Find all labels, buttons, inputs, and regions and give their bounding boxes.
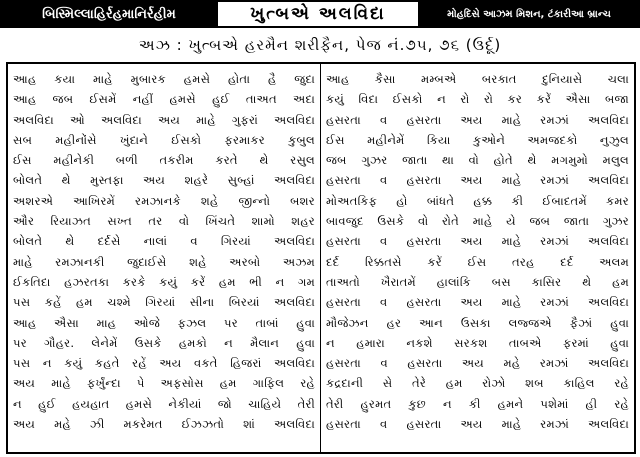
poem-line: કયું વિદા ઈસકો ન રો રો કર કરેં ઐસા બજા — [326, 92, 629, 107]
poem-line: હસરતા વ હસરતા અય માહે રમઝાં અલવિદા — [326, 234, 629, 249]
poem-column-right — [321, 64, 634, 452]
poem-line: હસરતા વ હસરતા અય મહે રમઝાં અલવિદા — [326, 356, 629, 371]
poem-line: તેરી હુરમત કુછ ન કી હમને પશેમાં હી રહે — [326, 396, 629, 411]
poem-line: ન હમારા નકશે સરકશ તાબએ ફરમાં હુવા — [326, 335, 629, 350]
poem-line: હસરતા વ હસરતા અય માહે રમઝાં અલવિદા — [326, 295, 629, 310]
poem-line: પસ કહેં હમ ચશ્મે ગિરયાં સીના બિરયાં અલવિદા — [13, 295, 315, 310]
page-title: ખુત્બએ અલવિદા — [218, 0, 418, 28]
poem-line: માહે રમઝાનકી જુદાઈસે શહે અરબો અઝમ — [13, 254, 315, 269]
poem-line: બાવજુદ ઉસકે વો રોતે માહે યે જબ જાતા ગુઝર — [326, 214, 629, 229]
poem-frame — [6, 62, 636, 454]
poem-line: અશરએ આખિરમેં રમઝાનકે શહે જીન્નો બશર — [13, 193, 315, 208]
poem-line: હસરતા વ હસરતા અય માહે રમઝાં અલવિદા — [326, 112, 629, 127]
poem-line: ઈસ મહીનેમેં કિયા કુઓને અમજદકો નુઝુલ — [326, 132, 629, 147]
poem-line: આહ કૈસા મમ્બએ બરકાત દુનિયાસે ચલા — [326, 72, 629, 86]
poem-line: મોઅતકિફ હો બાંધતે હક્ક કી ઈબાદતમેં કમર — [326, 193, 629, 208]
poem-line: તાઅતો ખૈરાતમેં હાલાંકિ બસ કાસિર થે હમ — [326, 274, 629, 289]
header-publisher: મોહદિસે આઝમ મિશન, ટંકારીઆ બ્રાન્ચ — [418, 0, 640, 28]
poem-line: મૌજેઝન હર આન ઉસકા લજ્જએ ફૈઝાં હુવા — [326, 315, 629, 330]
poem-line: આહ ઐસા માહ ઓજે ફઝલ પર તાબાં હુવા — [13, 315, 315, 330]
poem-line: ઔર રિયાઝત સખ્ત તર વો ખિંચતે શામો શહર — [13, 214, 315, 229]
poem-line: પસ ન કયું કહતે રહેં અય વકતે હિજરાં અલવિદા — [13, 356, 315, 371]
poem-line: અલવિદા ઓ અલવિદા અય માહે ગુફરાં અલવિદા — [13, 112, 315, 127]
poem-line: સબ મહીનોંસે ખુંદાને ઈસકો ફરમાકર કુબુલ — [13, 132, 315, 147]
poem-line: પર ગૌહર. લેનેમેં ઉસકે હમકો ન મૈલાન હુવા — [13, 335, 315, 350]
poem-line: અય મહે ઝી મકરેમત ઈઝઝતો શાં અલવિદા — [13, 417, 315, 432]
header-bar — [0, 0, 640, 28]
poem-line: ઈકતિદા હઝરતકા કરકે કયું કરેં હમ ભી ન ગમ — [13, 274, 315, 289]
poem-line: હસરતા વ હસરતા અય માહે રમઝાં અલવિદા — [326, 417, 629, 432]
poem-line: આહ જબ ઈસમેં નહીં હમસે હુઈ તાઅત અદા — [13, 92, 315, 107]
header-bismillah: બિસ્મિલ્લાહિર્રહમાનિર્રહીમ — [0, 0, 218, 28]
poem-line: અય માહે ફર્ખુંન્દા પે અફસોસ હમ ગાફિલ રહે — [13, 376, 315, 391]
poem-line: આહ કયા માહે મુબારક હમસે હોતા હૈ જુદા — [13, 72, 315, 86]
poem-line: દર્દ રિક્કતસે કરેં ઈસ તરહ દર્દ અલમ — [326, 254, 629, 269]
poem-line: જબ ગુઝર જાતા થા વો હોતે થે મગમુમો મલુલ — [326, 153, 629, 168]
source-reference: અઝ : ખુત્બએ હરમૈન શરીફૈન, પેજ નં.૭૫, ૭૬ (ઉર્દૂ) — [138, 36, 502, 54]
poem-line: બોલતે થે મુસ્તફા અય શહરે સુબ્હાં અલવિદા — [13, 173, 315, 188]
poem-line: બોલતે થે દર્દસે નાલાં વ ગિરયાં અલવિદા — [13, 234, 315, 249]
poem-column-left — [8, 64, 321, 452]
poem-line: હસરતા વ હસરતા અય માહે રમઝાં અલવિદા — [326, 173, 629, 188]
poem-line: કદ્રદાની સે તેરે હમ રોઝો શબ કાહિલ રહે — [326, 376, 629, 391]
poem-line: ઈસ મહીનેકી બળી તકરીમ કરતે થે રસુલ — [13, 153, 315, 168]
poem-line: ન હુઈ હયહાત હમસે નેકીયાં જો ચાહિયે તેરી — [13, 396, 315, 411]
